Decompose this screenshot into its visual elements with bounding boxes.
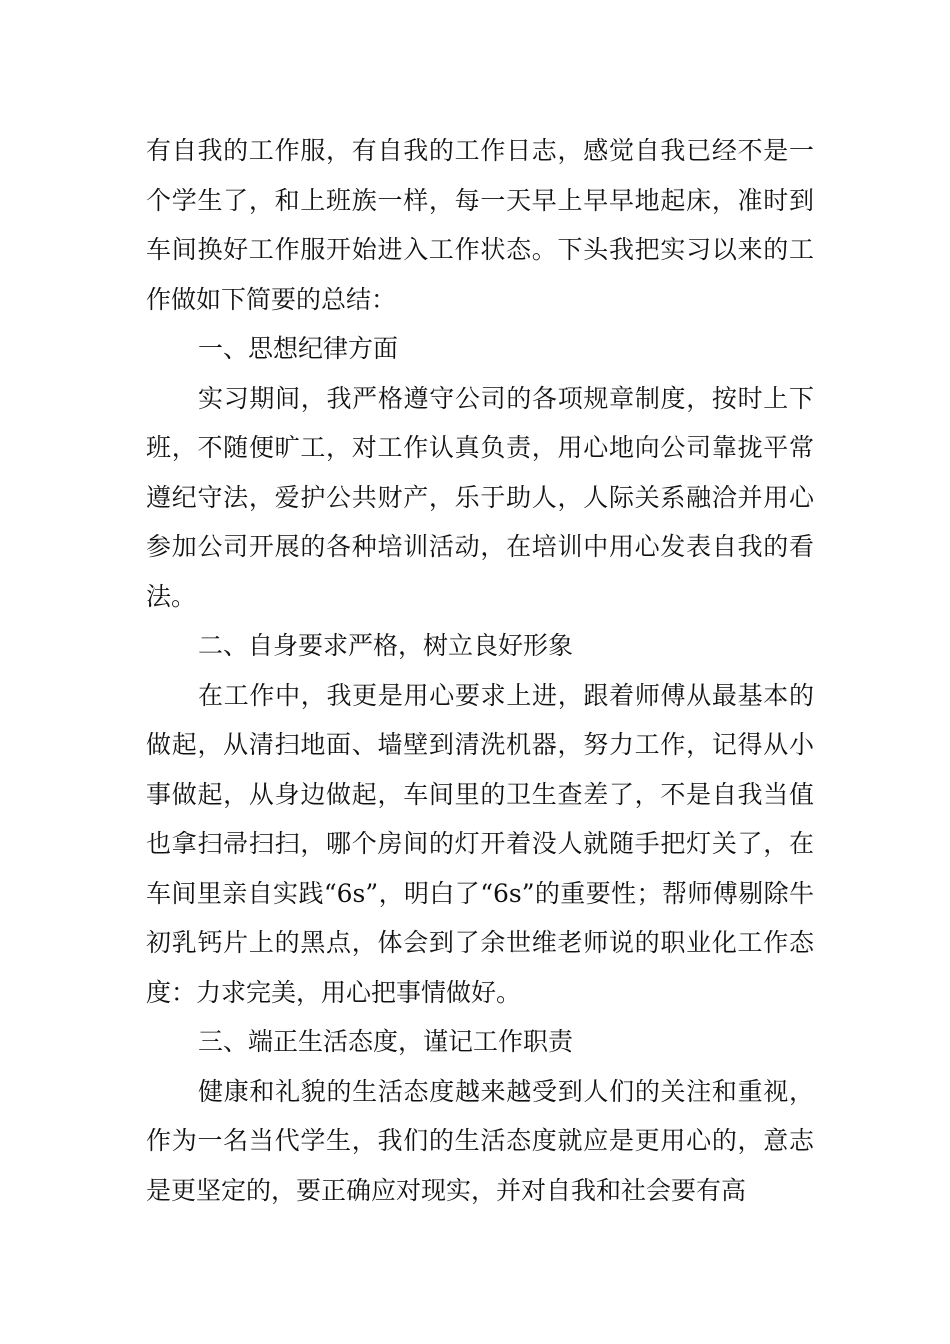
paragraph-self-requirement: 在工作中，我更是用心要求上进，跟着师傅从最基本的做起，从清扫地面、墙壁到清洗机器，努力工作，记得从小事做起，从身边做起，车间里的卫生查差了，不是自我当值也拿扫帚扫扫，哪个房间的灯开着没人就随手把灯关了，在车间里亲自实践“6s”，明白了“6s”的重要性；帮师傅剔除牛初乳钙片上的黑点，体会到了余世维老师说的职业化工作态度：力求完美，用心把事情做好。 (146, 680, 814, 1007)
paragraph-discipline: 实习期间，我严格遵守公司的各项规章制度，按时上下班，不随便旷工，对工作认真负责，用心地向公司靠拢平常遵纪守法，爱护公共财产，乐于助人，人际关系融洽并用心参加公司开展的各种培训活动，在培训中用心发表自我的看法。 (146, 383, 814, 611)
paragraph-continuation: 有自我的工作服，有自我的工作日志，感觉自我已经不是一个学生了，和上班族一样，每一天早上早早地起床，准时到车间换好工作服开始进入工作状态。下头我把实习以来的工作做如下简要的总结： (146, 136, 814, 314)
section-heading-discipline: 一、思想纪律方面 (198, 334, 399, 363)
section-heading-self-requirement: 二、自身要求严格，树立良好形象 (198, 631, 574, 660)
document-body (146, 126, 814, 1215)
paragraph-life-attitude: 健康和礼貌的生活态度越来越受到人们的关注和重视，作为一名当代学生，我们的生活态度就应是更用心的，意志是更坚定的，要正确应对现实，并对自我和社会要有高 (146, 1076, 814, 1205)
section-heading-life-attitude: 三、端正生活态度，谨记工作职责 (198, 1027, 574, 1056)
